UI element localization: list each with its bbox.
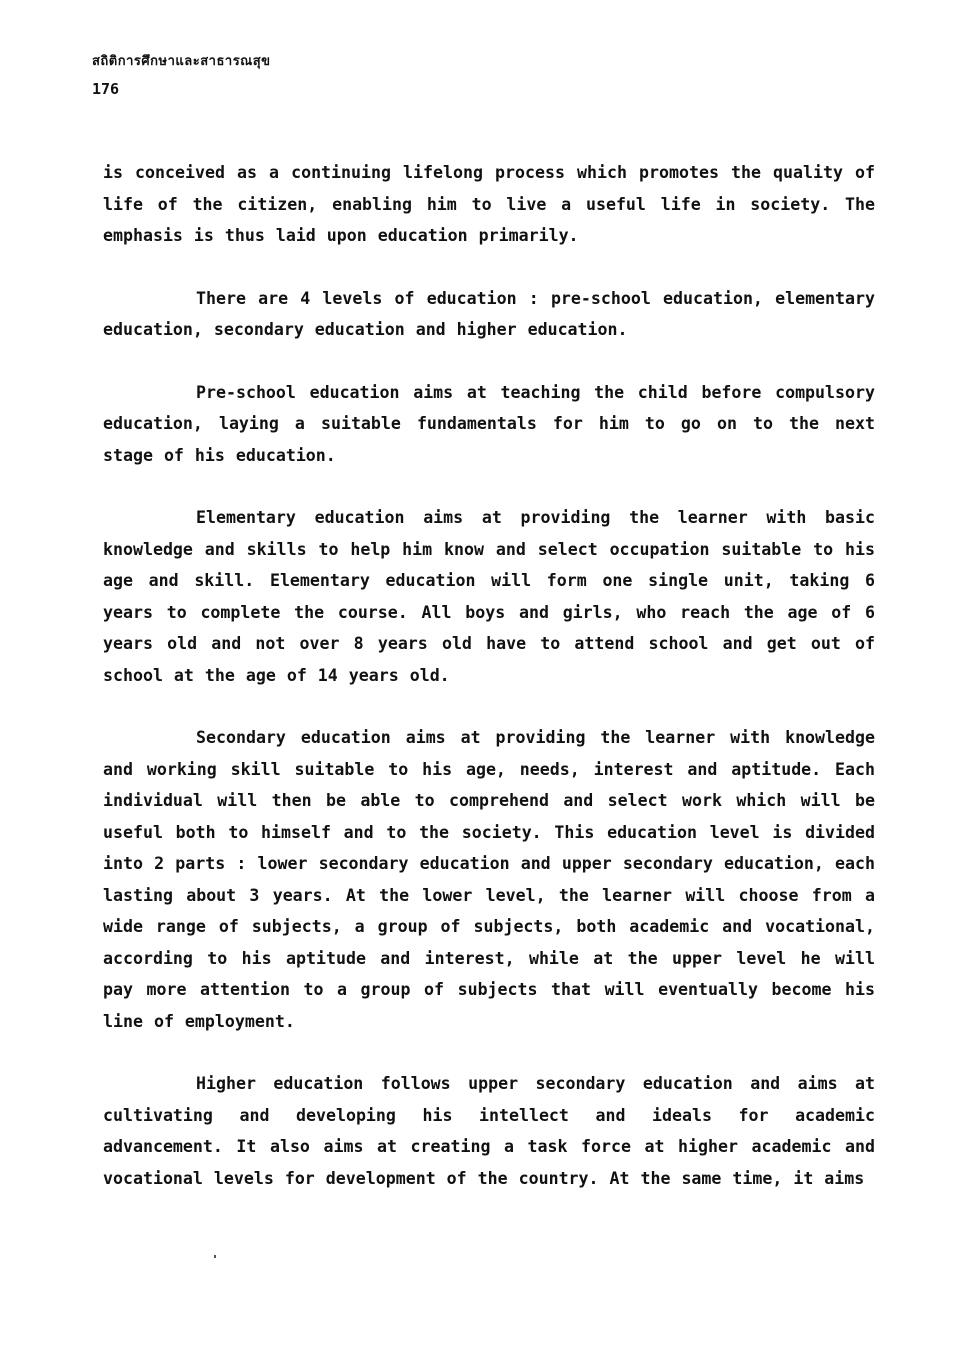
running-title: สถิติการศึกษาและสาธารณสุข [92,54,271,69]
paragraph-elementary: Elementary education aims at providing the learner with basic knowledge and skills to help him know and select occupation suitable to his age and skill. Elementary education will form one single unit, taking 6 years to complete the course. All boys and girls, who reach the age of 6 years old and not over 8 years old have to attend school and get out of school at the age of 14 years old. [103,508,875,685]
body-text [103,157,875,1225]
page-number: 176 [92,80,120,98]
paragraph-higher: Higher education follows upper secondary education and aims at cultivating and developing his intellect and ideals for academic advancement. It also aims at creating a task force at higher academic and vocational levels for development of the country. At the same time, it aims [103,1074,875,1188]
paragraph-secondary: Secondary education aims at providing the learner with knowledge and working skill suitable to his age, needs, interest and aptitude. Each individual will then be able to comprehend and select work which will be useful both to himself and to the society. This education level is divided into 2 parts : lower secondary education and upper secondary education, each lasting about 3 years. At the lower level, the learner will choose from a wide range of subjects, a group of subjects, both academic and vocational, according to his aptitude and interest, while at the upper level he will pay more attention to a group of subjects that will eventually become his line of employment. [103,728,875,1031]
paragraph-continuation: is conceived as a continuing lifelong process which promotes the quality of life of the citizen, enabling him to live a useful life in society. The emphasis is thus laid upon education primarily. [103,163,875,245]
paragraph-education-levels: There are 4 levels of education : pre-school education, elementary education, secondary education and higher education. [103,288,875,339]
scan-speck [214,1255,216,1258]
paragraph-pre-school: Pre-school education aims at teaching the child before compulsory education, laying a suitable fundamentals for him to go on to the next stage of his education. [103,382,875,465]
